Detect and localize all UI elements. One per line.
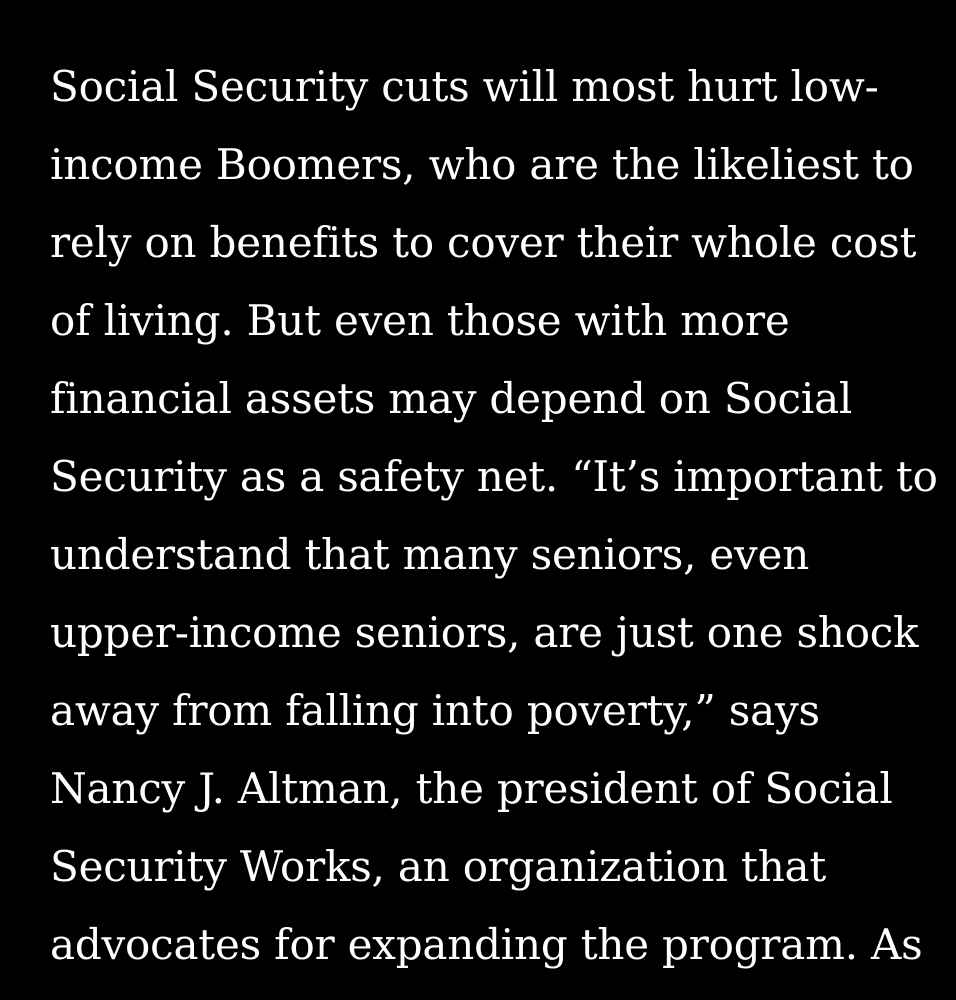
article-text-line: Social Security cuts will most hurt low- xyxy=(50,62,879,111)
article-text-line: away from falling into poverty,” says xyxy=(50,686,820,735)
article-text-line: Security as a safety net. “It’s important to xyxy=(50,452,938,501)
article-text-line: upper-income seniors, are just one shock xyxy=(50,608,919,657)
article-text-line: income Boomers, who are the likeliest to xyxy=(50,140,914,189)
article-text-line: financial assets may depend on Social xyxy=(50,374,853,423)
article-text-line: Nancy J. Altman, the president of Social xyxy=(50,764,893,813)
article-text-line: of living. But even those with more xyxy=(50,296,790,345)
article-text-line: Security Works, an organization that xyxy=(50,842,827,891)
article-text-line: rely on benefits to cover their whole cost xyxy=(50,218,917,267)
article-body xyxy=(50,48,938,984)
article-text-line: understand that many seniors, even xyxy=(50,530,810,579)
article-text-line: advocates for expanding the program. As xyxy=(50,920,923,969)
